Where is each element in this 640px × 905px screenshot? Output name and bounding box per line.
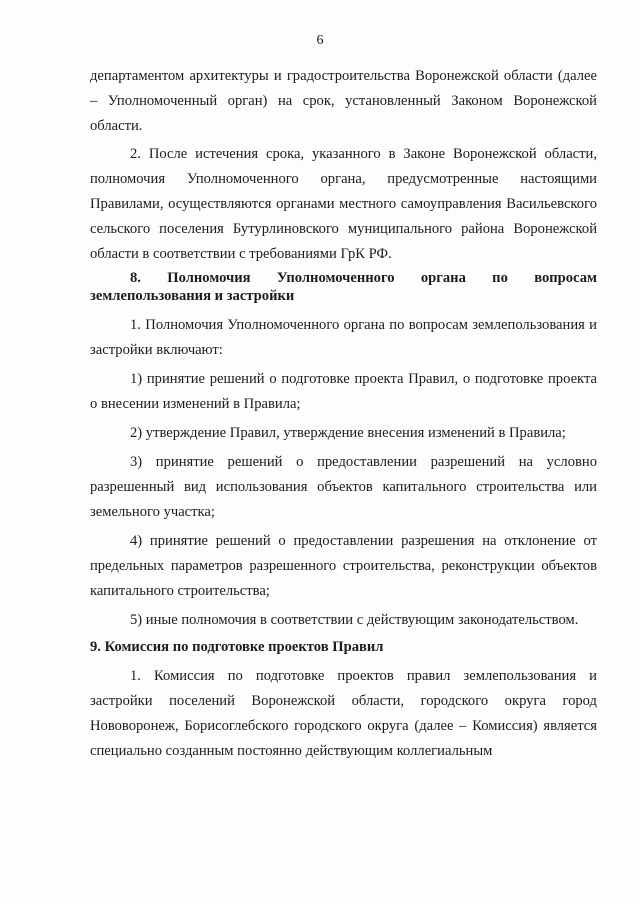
section-heading-9: 9. Комиссия по подготовке проектов Правил bbox=[90, 639, 384, 655]
list-item-8-1-3: 3) принятие решений о предоставлении разрешений на условно разрешенный вид использования объектов капитального строительства или земельного участка; bbox=[90, 454, 597, 520]
list-item-8-1-4: 4) принятие решений о предоставлении разрешения на отклонение от предельных параметров разрешенного строительства, реконструкции объектов капитального строительства; bbox=[90, 533, 597, 599]
document-body bbox=[90, 64, 597, 764]
list-item-8-1-2: 2) утверждение Правил, утверждение внесения изменений в Правила; bbox=[130, 425, 566, 441]
list-item-8-1-1: 1) принятие решений о подготовке проекта Правил, о подготовке проекта о внесении изменений в Правила; bbox=[90, 371, 597, 412]
list-item-8-1-5: 5) иные полномочия в соответствии с действующим законодательством. bbox=[130, 612, 579, 628]
section-heading-8: 8. Полномочия Уполномоченного органа по вопросам землепользования и застройки bbox=[90, 270, 597, 304]
paragraph-8-1: 1. Полномочия Уполномоченного органа по вопросам землепользования и застройки включают: bbox=[90, 317, 597, 358]
paragraph-9-1: 1. Комиссия по подготовке проектов правил землепользования и застройки поселений Воронежской области, городского округа город Нововоронеж, Борисоглебского городского округа (далее – Комиссия) является специально созданным постоянно действующим коллегиальным bbox=[90, 668, 597, 759]
page-number: 6 bbox=[316, 33, 324, 48]
paragraph-continuation: департаментом архитектуры и градостроительства Воронежской области (далее – Уполномоченный орган) на срок, установленный Законом Воронежской области. bbox=[90, 68, 597, 134]
paragraph-7-2: 2. После истечения срока, указанного в Законе Воронежской области, полномочия Уполномоченного органа, предусмотренные настоящими Правилами, осуществляются органами местного самоуправления Васильевского сельского поселения Бутурлиновского муниципального района Воронежской области в соответствии с требованиями ГрК РФ. bbox=[90, 146, 597, 262]
